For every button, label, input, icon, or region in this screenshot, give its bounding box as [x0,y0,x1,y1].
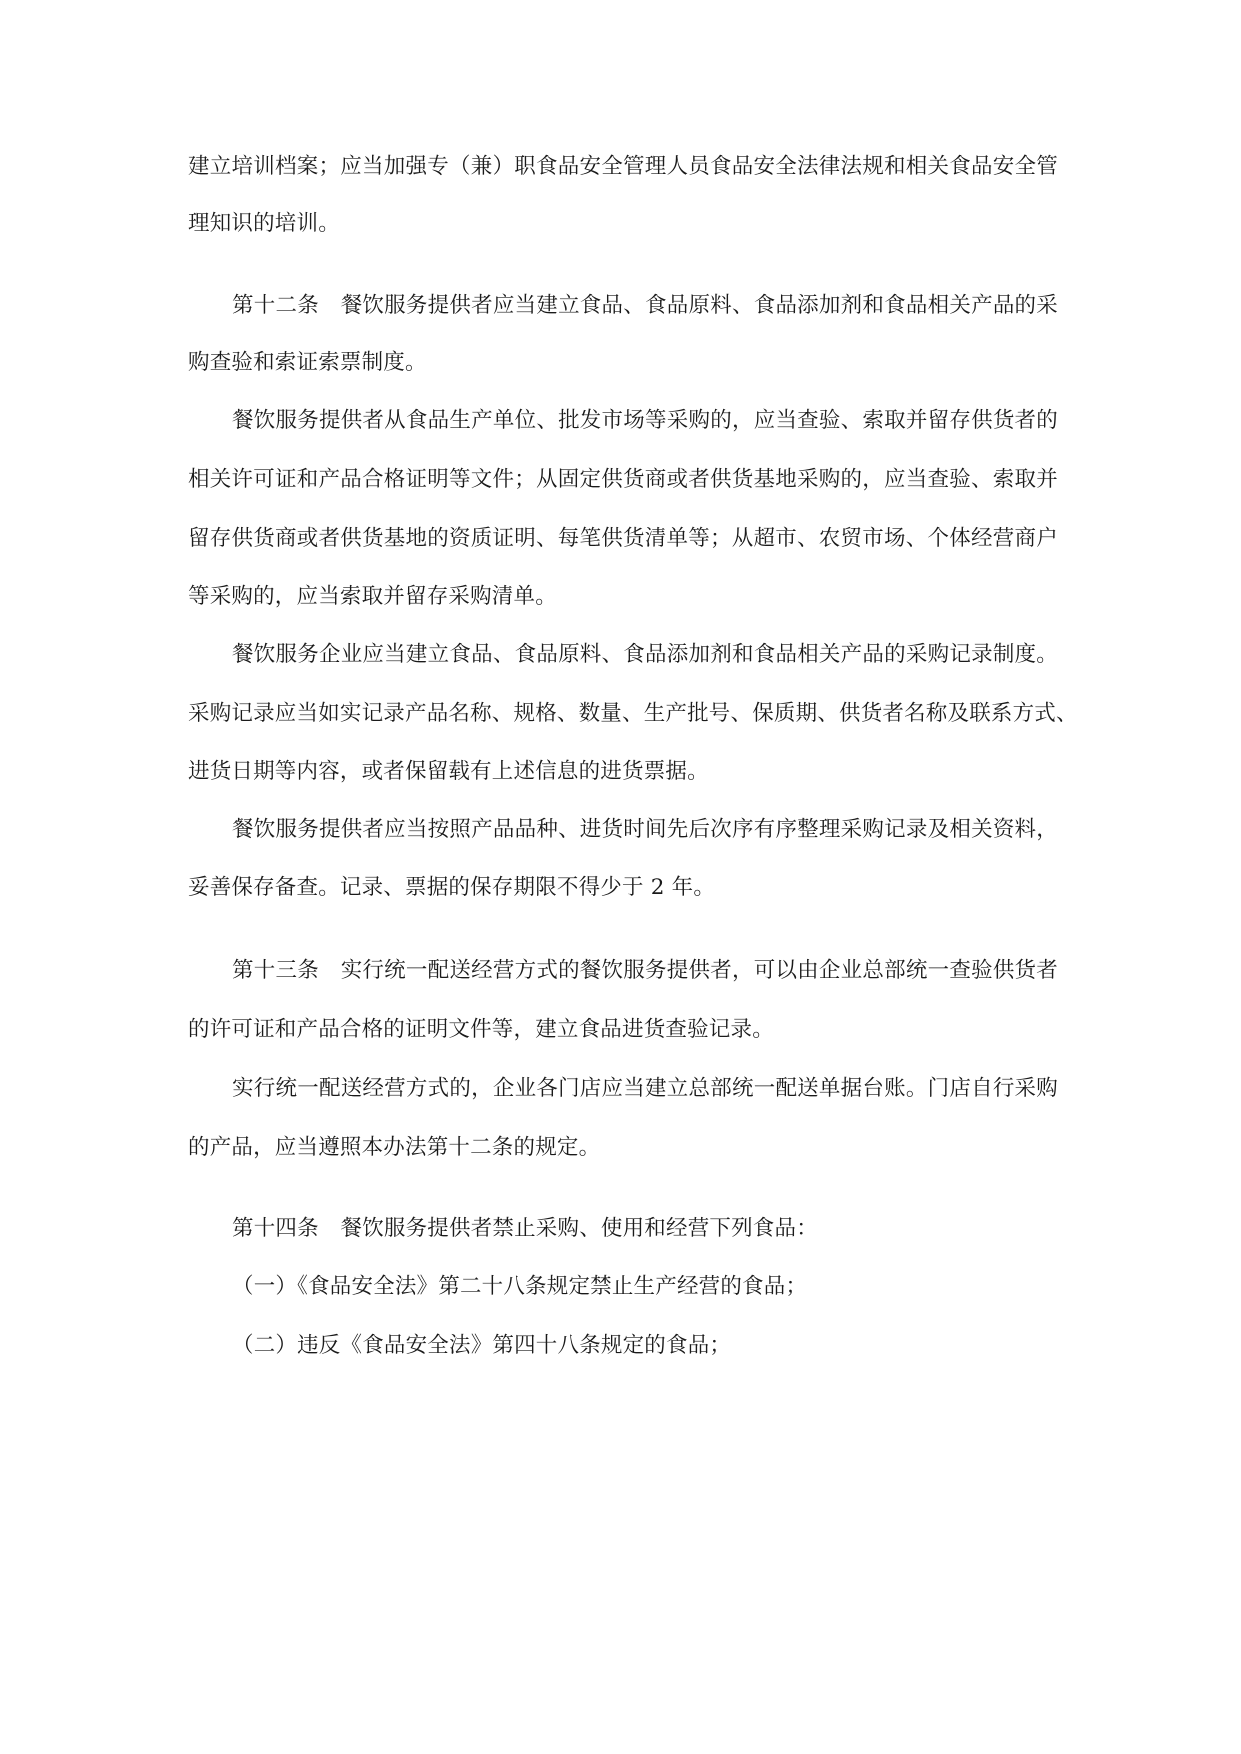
text-line: 等采购的，应当索取并留存采购清单。 [188,584,557,609]
article-13-heading-line: 第十三条 实行统一配送经营方式的餐饮服务提供者，可以由企业总部统一查验供货者 [232,958,1058,983]
text-line: 餐饮服务企业应当建立食品、食品原料、食品添加剂和食品相关产品的采购记录制度。 [232,642,1058,667]
text-line: 餐饮服务提供者应当按照产品品种、进货时间先后次序有序整理采购记录及相关资料， [232,817,1058,842]
text-line: 的产品，应当遵照本办法第十二条的规定。 [188,1135,601,1160]
article-14-heading-line: 第十四条 餐饮服务提供者禁止采购、使用和经营下列食品： [232,1216,818,1241]
text-line: 购查验和索证索票制度。 [188,350,427,375]
text-line: 建立培训档案；应当加强专（兼）职食品安全管理人员食品安全法律法规和相关食品安全管 [188,154,1058,179]
text-line: 餐饮服务提供者从食品生产单位、批发市场等采购的，应当查验、索取并留存供货者的 [232,408,1058,433]
text-line: 留存供货商或者供货基地的资质证明、每笔供货清单等；从超市、农贸市场、个体经营商户 [188,526,1058,551]
text-line: 采购记录应当如实记录产品名称、规格、数量、生产批号、保质期、供货者名称及联系方式、 [188,701,1078,726]
text-line: 的许可证和产品合格的证明文件等，建立食品进货查验记录。 [188,1017,774,1042]
text-line: 实行统一配送经营方式的，企业各门店应当建立总部统一配送单据台账。门店自行采购 [232,1076,1058,1101]
text-line: 相关许可证和产品合格证明等文件；从固定供货商或者供货基地采购的，应当查验、索取并 [188,467,1058,492]
list-item: （二）违反《食品安全法》第四十八条规定的食品； [232,1333,732,1358]
article-12-heading-line: 第十二条 餐饮服务提供者应当建立食品、食品原料、食品添加剂和食品相关产品的采 [232,293,1058,318]
list-item: （一）《食品安全法》第二十八条规定禁止生产经营的食品； [232,1274,808,1299]
text-line: 妥善保存备查。记录、票据的保存期限不得少于 2 年。 [188,875,716,900]
text-line: 进货日期等内容，或者保留载有上述信息的进货票据。 [188,759,709,784]
text-line: 理知识的培训。 [188,211,340,236]
